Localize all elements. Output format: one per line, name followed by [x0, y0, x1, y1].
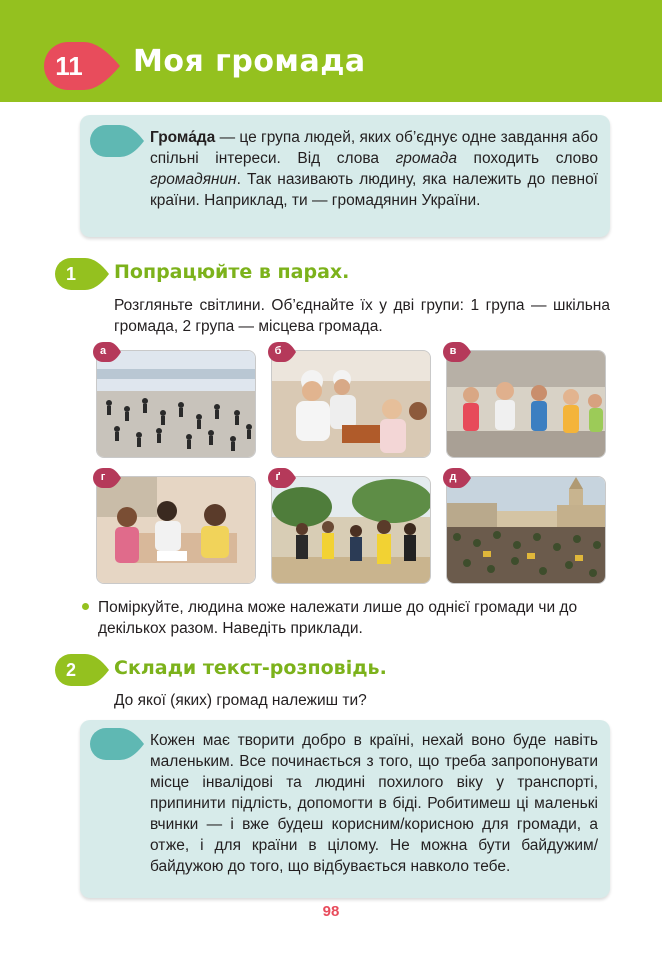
task-1-instruction: Розгляньте світлини. Об’єднайте їх у дві групи: 1 група — шкільна громада, 2 група — місцева громада.: [114, 297, 610, 335]
children-running-to-school-photo: [447, 351, 606, 458]
task-1-question: Поміркуйте, людина може належати лише до однієї громади чи до декількох разом. Наведіть приклади.: [98, 599, 578, 637]
photo-g: [96, 476, 256, 584]
note-box: [80, 720, 610, 898]
definition-term: Грома́да: [150, 129, 216, 146]
page-title: Моя громада: [133, 44, 366, 79]
photo-b: [271, 350, 431, 458]
definition-text: Грома́да — це група людей, яких об’єднує одне завдання або спільні інтереси. Від слова громада походить слово громадянин. Так називають людину, яка належить до певної країни. Наприклад, ти — громадянин України.: [150, 129, 598, 209]
task-1-number: 1: [65, 264, 76, 284]
photo-g-letter: г: [93, 468, 121, 488]
task-2-title: Склади текст-розповідь.: [114, 657, 387, 679]
photo-d-letter: д: [443, 468, 471, 488]
teal-drop-icon: [90, 728, 144, 760]
bullet-dot: [82, 603, 89, 610]
task-1-badge: [55, 258, 109, 290]
page-number: 98: [322, 903, 340, 920]
lesson-header: [0, 0, 662, 102]
photo-v-letter: в: [443, 342, 471, 362]
photo-b-letter: б: [268, 342, 296, 362]
task-2-number: 2: [65, 660, 76, 680]
teal-drop-icon: [90, 125, 144, 157]
photo-a: [96, 350, 256, 458]
children-studying-photo: [97, 477, 256, 584]
photo-gg-letter: ґ: [268, 468, 296, 488]
task-1-title: Попрацюйте в парах.: [114, 261, 350, 283]
task-2-question: До якої (яких) громад належиш ти?: [114, 692, 367, 709]
lesson-number: 11: [55, 51, 83, 81]
school-canteen-photo: [272, 351, 431, 458]
photo-a-letter: а: [93, 342, 121, 362]
definition-box: [80, 115, 610, 237]
task-2-badge: [55, 654, 109, 686]
city-square-crowd-photo: [447, 477, 606, 584]
volunteers-cleanup-photo: [272, 477, 431, 584]
lesson-number-badge: [44, 42, 120, 90]
note-text: Кожен має творити добро в країні, нехай воно буде навіть маленьким. Все починається з того, що треба запропонувати місце інвалідові та людині похилого віку у транспорті, припинити підлість, допомогти в біді. Робитимеш ці маленькі вчинки — і вже будеш корисним/корисною для громади, а отже, і для країни в цілому. Не можна бути байдужим/байдужою до того, що відбувається навколо тебе.: [150, 732, 598, 875]
people-exercising-on-beach-photo: [97, 351, 256, 458]
photo-v: [446, 350, 606, 458]
photo-gg: [271, 476, 431, 584]
photo-d: [446, 476, 606, 584]
